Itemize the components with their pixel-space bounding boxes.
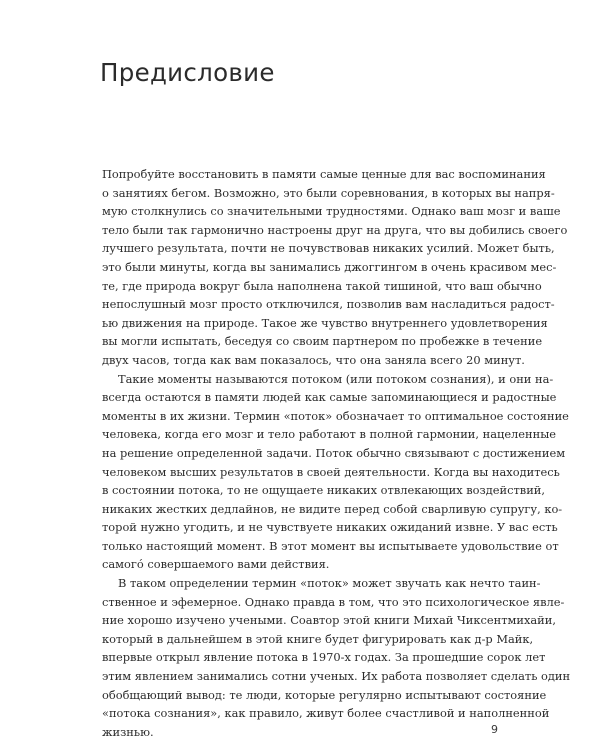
text-line: мую столкнулись со значительными трудностями. Однако ваш мозг и ваше bbox=[102, 204, 561, 219]
text-line: двух часов, тогда как вам показалось, что она заняла всего 20 минут. bbox=[102, 352, 525, 367]
text-line: только настоящий момент. В этот момент вы испытываете удовольствие от bbox=[102, 538, 559, 553]
text-line: Попробуйте восстановить в памяти самые ценные для вас воспоминания bbox=[102, 167, 546, 181]
text-line: никаких жестких дедлайнов, не видите перед собой сварливую супругу, ко- bbox=[102, 501, 563, 516]
text-line: ние хорошо изучено учеными. Соавтор этой книги Михай Чиксентмихайи, bbox=[102, 613, 556, 628]
text-line: ью движения на природе. Такое же чувство внутреннего удовлетворения bbox=[102, 315, 548, 330]
text-line: жизнью. bbox=[102, 724, 154, 739]
text-line: на решение определенной задачи. Поток обычно связывают с достижением bbox=[102, 445, 566, 460]
text-line: о занятиях бегом. Возможно, это были соревнования, в которых вы напря- bbox=[102, 185, 555, 200]
text-line: «потока сознания», как правило, живут более счастливой и наполненной bbox=[102, 706, 550, 721]
text-line: непослушный мозг просто отключился, позволив вам насладиться радост- bbox=[102, 297, 555, 312]
text-line: лучшего результата, почти не почувствовав никаких усилий. Может быть, bbox=[102, 241, 555, 256]
text-line: обобщающий вывод: те люди, которые регулярно испытывают состояние bbox=[102, 687, 547, 702]
text-line: в состоянии потока, то не ощущаете никаких отвлекающих воздействий, bbox=[102, 483, 546, 498]
text-line: ственное и эфемерное. Однако правда в том, что это психологическое явле- bbox=[102, 594, 565, 609]
text-line: который в дальнейшем в этой книге будет фигурировать как д-р Майк, bbox=[102, 631, 534, 646]
body-text bbox=[102, 165, 571, 741]
text-line: этим явлением занимались сотни ученых. Их работа позволяет сделать один bbox=[102, 669, 571, 684]
text-line: В таком определении термин «поток» может звучать как нечто таин- bbox=[118, 576, 541, 591]
text-line: самого́ совершаемого вами действия. bbox=[102, 557, 330, 572]
text-line: торой нужно угодить, и не чувствуете никаких ожиданий извне. У вас есть bbox=[102, 520, 558, 535]
text-line: всегда остаются в памяти людей как самые запоминающиеся и радостные bbox=[102, 390, 557, 405]
page-number: 9 bbox=[491, 723, 498, 736]
text-line: человека, когда его мозг и тело работают в полной гармонии, нацеленные bbox=[102, 427, 557, 442]
page-title: Предисловие bbox=[100, 58, 275, 87]
text-line: те, где природа вокруг была наполнена такой тишиной, что ваш обычно bbox=[102, 278, 542, 293]
text-line: вы могли испытать, беседуя со своим партнером по пробежке в течение bbox=[102, 334, 543, 349]
text-line: это были минуты, когда вы занимались джоггингом в очень красивом мес- bbox=[102, 259, 557, 274]
text-line: тело были так гармонично настроены друг на друга, что вы добились своего bbox=[102, 222, 568, 237]
text-line: моменты в их жизни. Термин «поток» обозначает то оптимальное состояние bbox=[102, 408, 569, 423]
text-line: Такие моменты называются потоком (или потоком сознания), и они на- bbox=[118, 371, 554, 386]
text-line: впервые открыл явление потока в 1970-х годах. За прошедшие сорок лет bbox=[102, 650, 546, 665]
text-line: человеком высших результатов в своей деятельности. Когда вы находитесь bbox=[102, 464, 560, 479]
